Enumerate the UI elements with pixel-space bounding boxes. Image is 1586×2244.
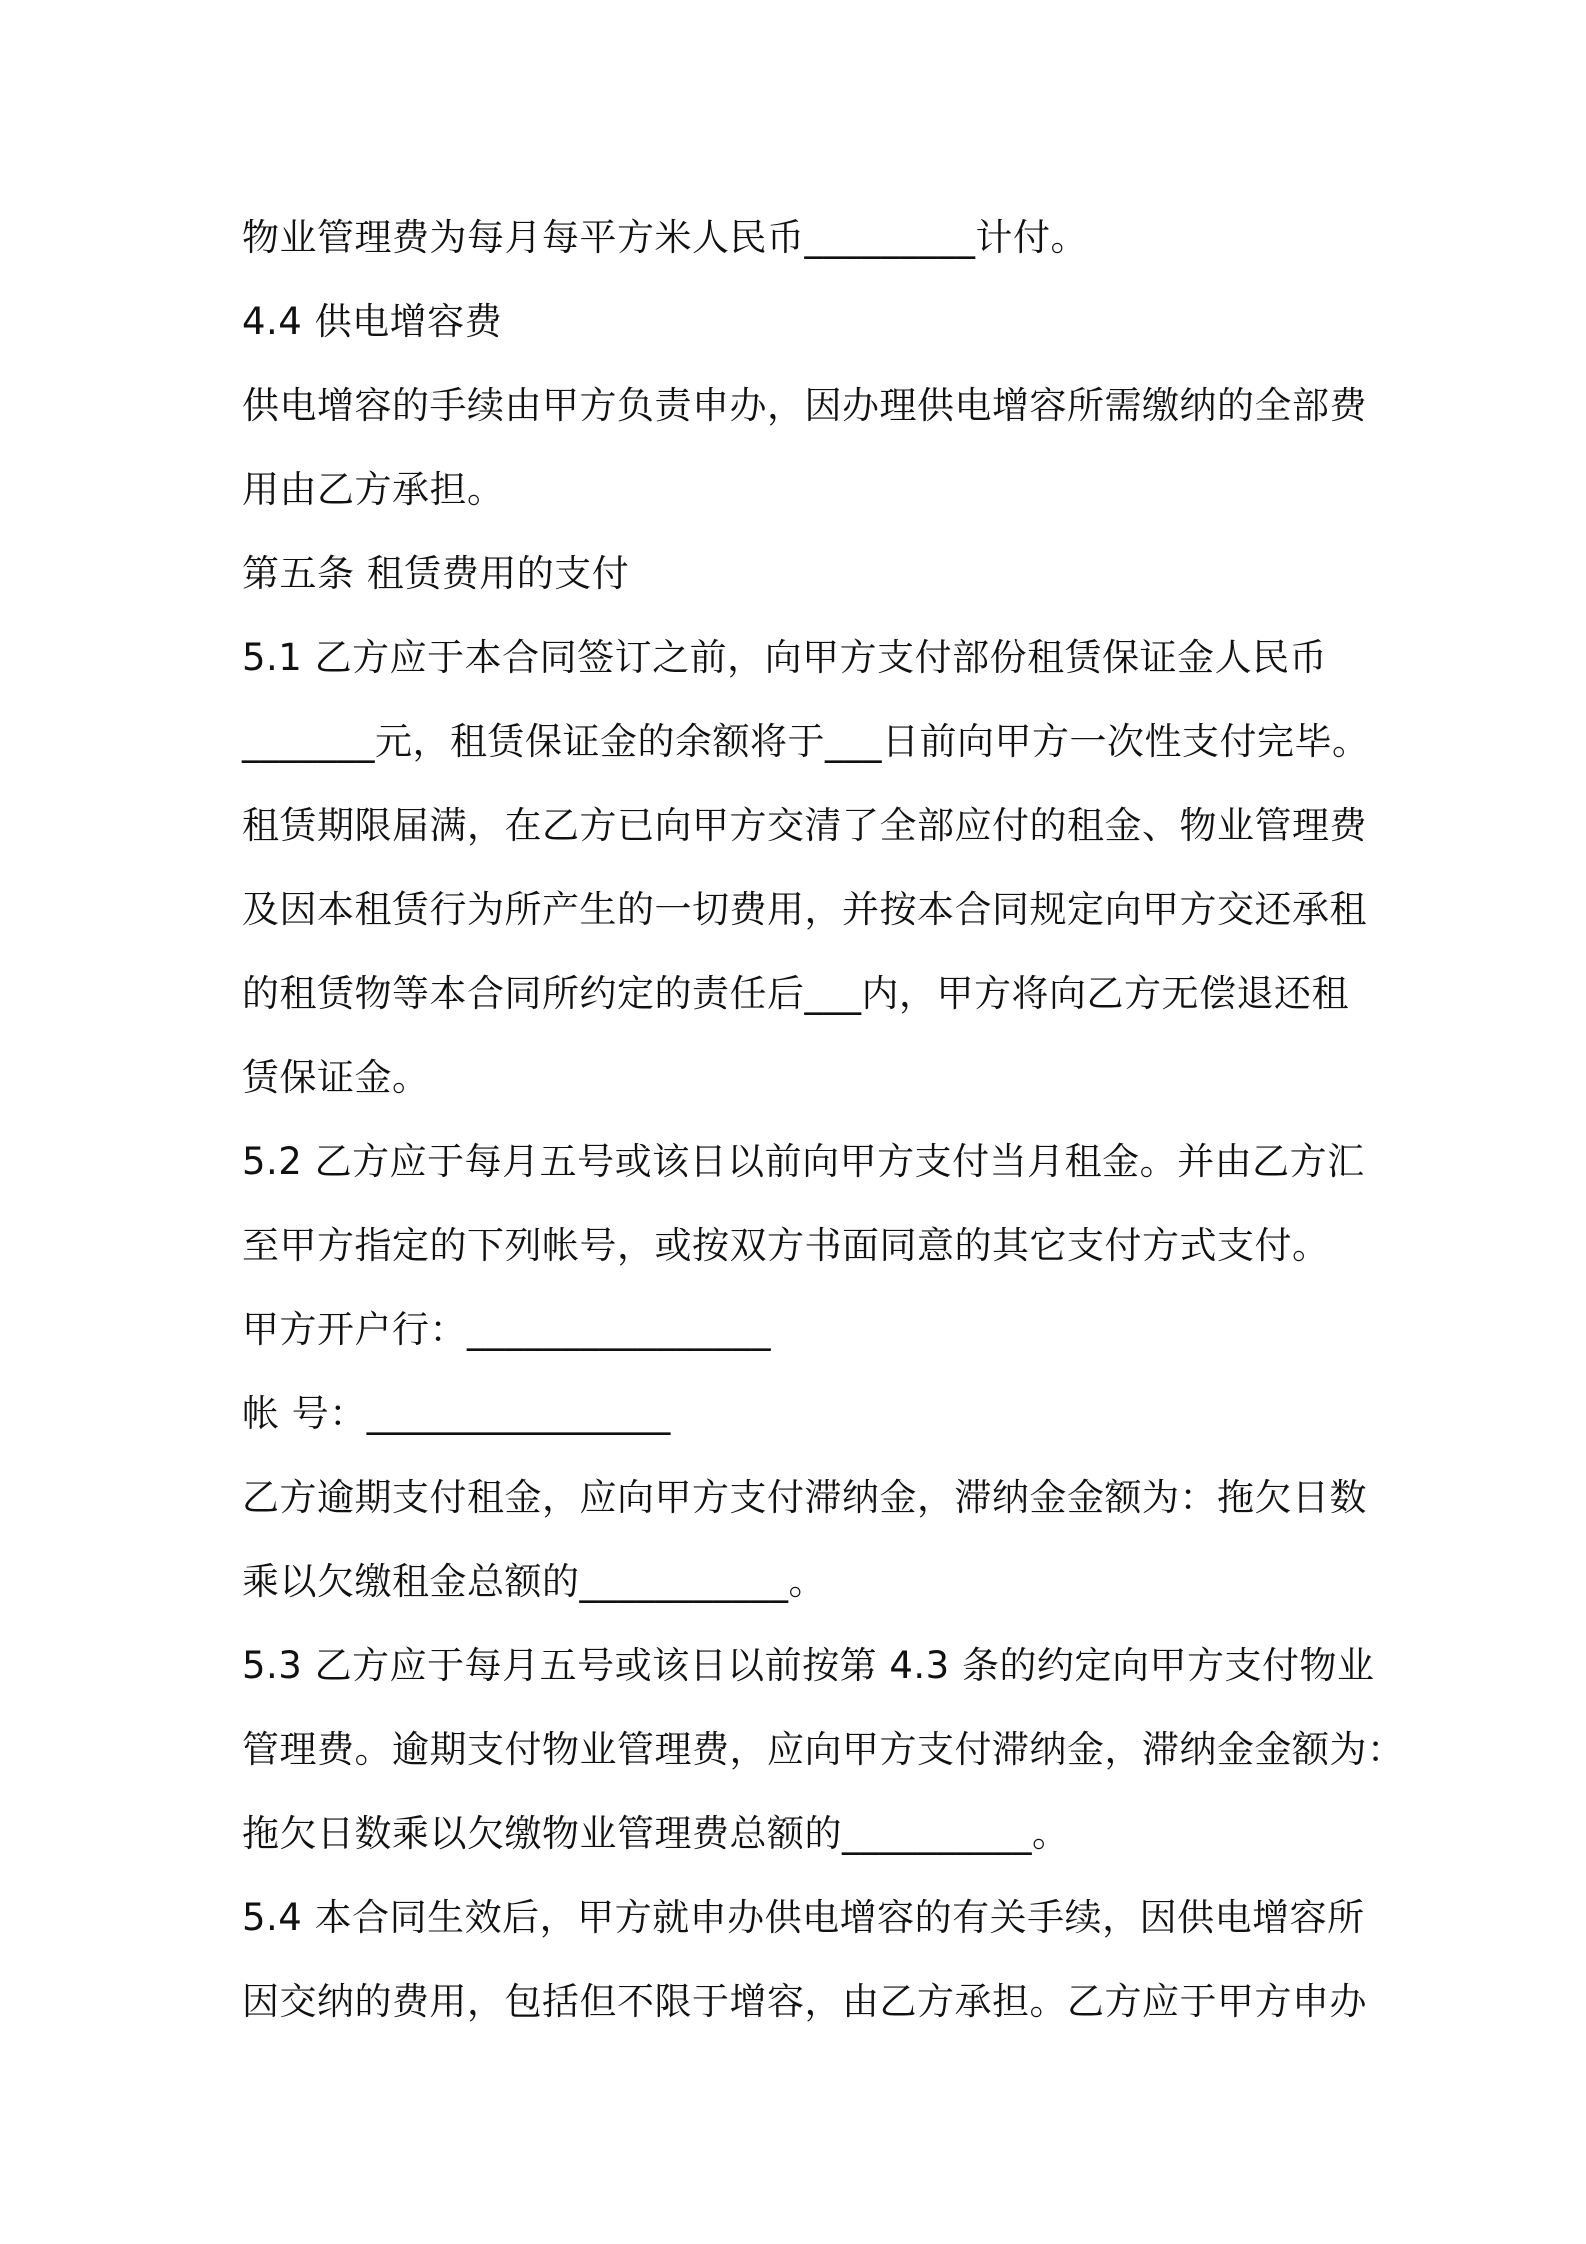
text-line: 乙方逾期支付租金，应向甲方支付滞纳金，滞纳金金额为：拖欠日数 [242,1476,1367,1519]
text-line: 5.4 本合同生效后，甲方就申办供电增容的有关手续，因供电增容所 [242,1896,1365,1939]
text-line: 乘以欠缴租金总额的___________。 [242,1560,826,1603]
text-line: 租赁期限届满，在乙方已向甲方交清了全部应付的租金、物业管理费 [242,804,1367,847]
document-body [242,196,1405,2044]
text-line: 管理费。逾期支付物业管理费，应向甲方支付滞纳金，滞纳金金额为： [242,1728,1405,1771]
text-line: 拖欠日数乘以欠缴物业管理费总额的__________。 [242,1812,1070,1855]
text-line: 赁保证金。 [242,1056,430,1099]
text-line: _______元，租赁保证金的余额将于___日前向甲方一次性支付完毕。 [242,720,1370,763]
text-line: 的租赁物等本合同所约定的责任后___内，甲方将向乙方无偿退还租 [242,972,1349,1015]
text-line: 因交纳的费用，包括但不限于增容，由乙方承担。乙方应于甲方申办 [242,1980,1367,2023]
article-heading: 第五条 租赁费用的支付 [242,552,630,595]
account-line: 帐 号：________________ [242,1392,671,1435]
text-line: 5.1 乙方应于本合同签订之前，向甲方支付部份租赁保证金人民币 [242,636,1328,679]
text-line: 5.2 乙方应于每月五号或该日以前向甲方支付当月租金。并由乙方汇 [242,1140,1365,1183]
text-line: 用由乙方承担。 [242,468,505,511]
text-line: 及因本租赁行为所产生的一切费用，并按本合同规定向甲方交还承租 [242,888,1367,931]
text-line: 物业管理费为每月每平方米人民币_________计付。 [242,216,1088,259]
text-line: 至甲方指定的下列帐号，或按双方书面同意的其它支付方式支付。 [242,1224,1330,1267]
text-line: 供电增容的手续由甲方负责申办，因办理供电增容所需缴纳的全部费 [242,384,1367,427]
bank-line: 甲方开户行：________________ [242,1308,771,1351]
text-line: 5.3 乙方应于每月五号或该日以前按第 4.3 条的约定向甲方支付物业 [242,1644,1375,1687]
section-heading: 4.4 供电增容费 [242,300,503,343]
